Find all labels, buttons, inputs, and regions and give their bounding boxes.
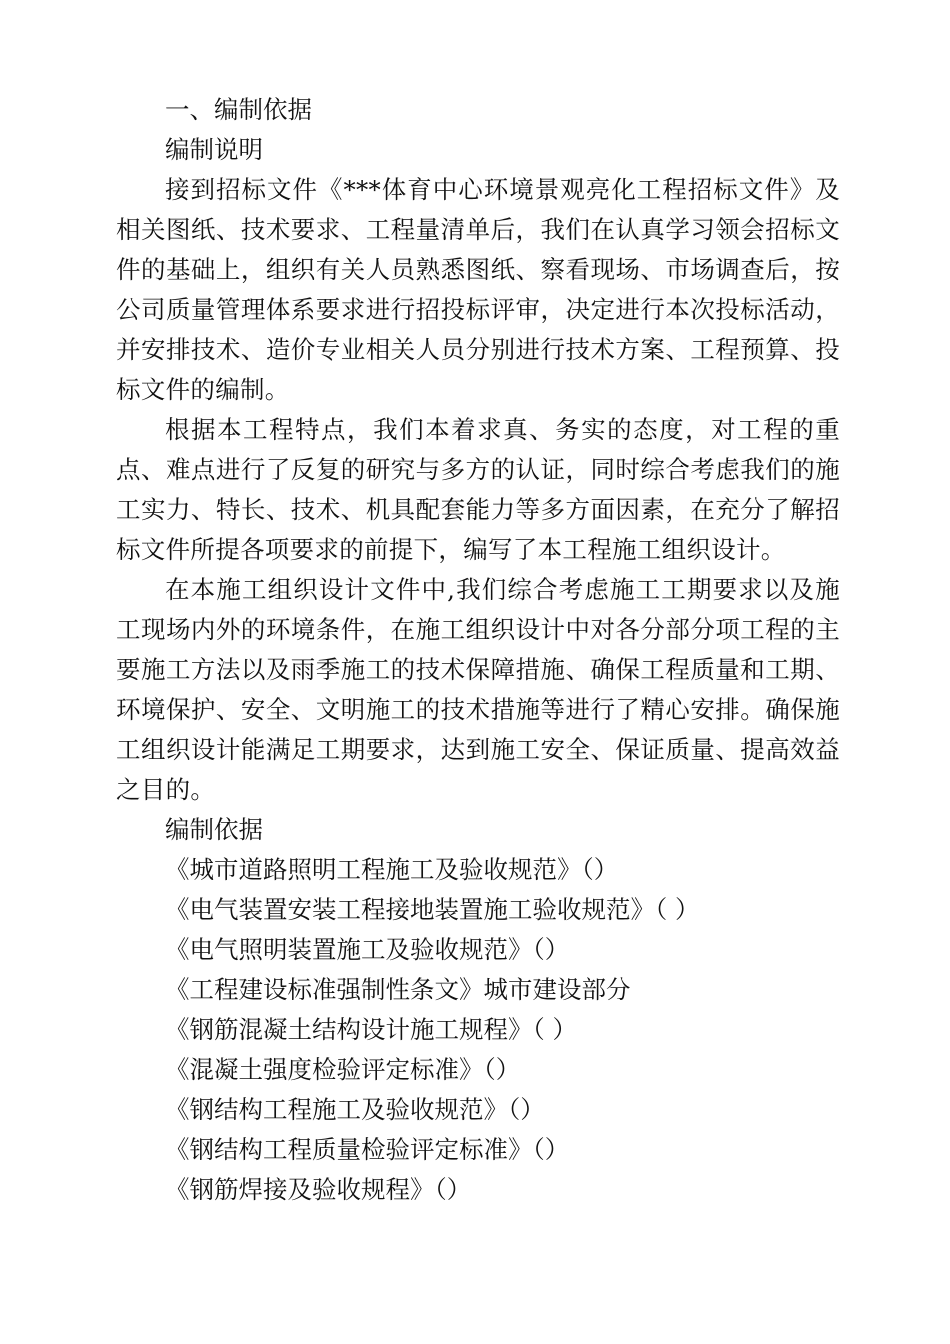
subsection-heading-basis: 编制依据	[165, 815, 263, 844]
reference-item: 《电气照明装置施工及验收规范》（）	[165, 935, 570, 964]
body-paragraph: 根据本工程特点，我们本着求真、务实的态度，对工程的重点、难点进行了反复的研究与多方的认证，同时综合考虑我们的施工实力、特长、技术、机具配套能力等多方面因素，在充分了解招标文件所提各项要求的前提下，编写了本工程施工组织设计。	[116, 415, 840, 564]
section-heading: 一、编制依据	[165, 95, 312, 124]
subsection-heading-description: 编制说明	[165, 135, 263, 164]
reference-item: 《城市道路照明工程施工及验收规范》（）	[165, 855, 619, 884]
reference-item: 《混凝土强度检验评定标准》（）	[165, 1055, 521, 1084]
reference-item: 《钢筋焊接及验收规程》（）	[165, 1175, 472, 1204]
reference-item: 《钢结构工程质量检验评定标准》（）	[165, 1135, 570, 1164]
reference-item: 《电气装置安装工程接地装置施工验收规范》（ ）	[165, 895, 700, 924]
reference-item: 《钢筋混凝土结构设计施工规程》（ ）	[165, 1015, 578, 1044]
document-page	[116, 90, 840, 1210]
body-paragraph: 在本施工组织设计文件中,我们综合考虑施工工期要求以及施工现场内外的环境条件，在施工组织设计中对各分部分项工程的主要施工方法以及雨季施工的技术保障措施、确保工程质量和工期、环境保护、安全、文明施工的技术措施等进行了精心安排。确保施工组织设计能满足工期要求，达到施工安全、保证质量、提高效益之目的。	[116, 575, 840, 804]
reference-item: 《钢结构工程施工及验收规范》（）	[165, 1095, 545, 1124]
body-paragraph: 接到招标文件《***体育中心环境景观亮化工程招标文件》及相关图纸、技术要求、工程量清单后，我们在认真学习领会招标文件的基础上，组织有关人员熟悉图纸、察看现场、市场调查后，按公司质量管理体系要求进行招投标评审，决定进行本次投标活动，并安排技术、造价专业相关人员分别进行技术方案、工程预算、投标文件的编制。	[116, 175, 840, 404]
reference-item: 《工程建设标准强制性条文》城市建设部分	[165, 975, 631, 1004]
reference-list	[116, 850, 840, 1210]
